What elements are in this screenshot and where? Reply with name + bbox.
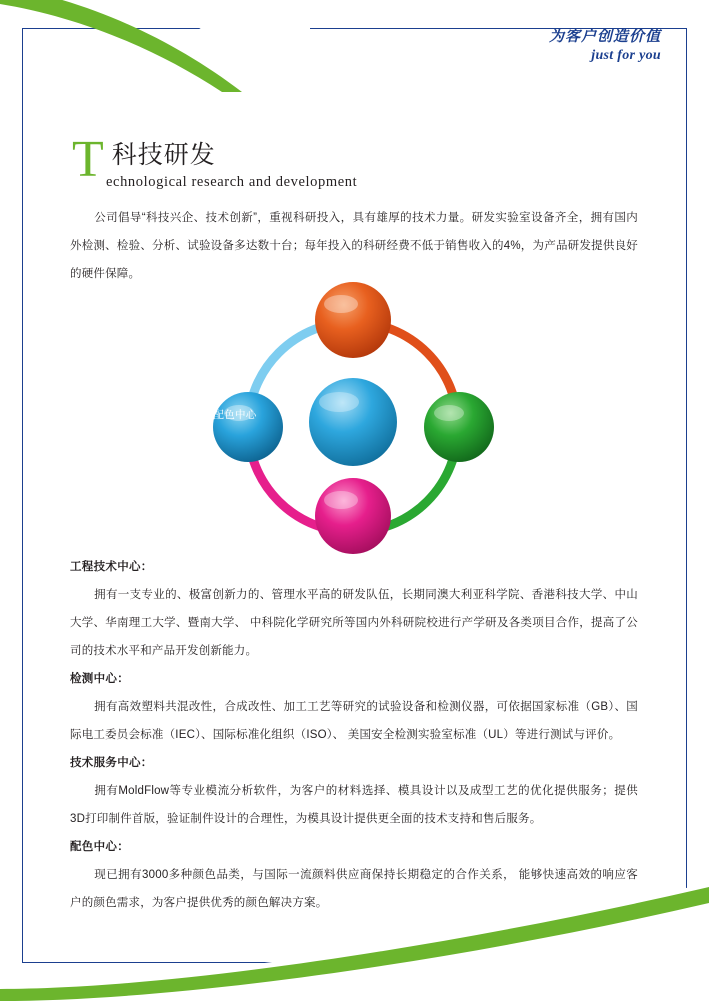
service-center-label-line2: 中心 bbox=[134, 510, 156, 522]
section bbox=[70, 665, 638, 749]
section-heading: 工程技术中心： bbox=[70, 561, 153, 573]
header-slogan-en: just for you bbox=[591, 47, 661, 63]
page-title: 科技研发 bbox=[111, 141, 216, 169]
diagram-node-engineering-center-label bbox=[16, 401, 106, 429]
section-heading: 检测中心： bbox=[70, 673, 129, 685]
section bbox=[70, 749, 638, 833]
service-center-label-line1: 技术服务 bbox=[123, 496, 167, 508]
header-slogan bbox=[549, 28, 661, 64]
diagram-center-node-label bbox=[94, 408, 196, 436]
center-label-line2: 技术中心 bbox=[123, 423, 167, 435]
content-sections bbox=[70, 553, 638, 917]
frame-border-right bbox=[686, 28, 687, 963]
decorative-green-sweep-top bbox=[0, 0, 310, 92]
frame-border-left bbox=[22, 28, 23, 963]
section-body bbox=[70, 693, 638, 749]
section-body-text: 拥有一支专业的、极富创新力的、管理水平高的研发队伍，长期同澳大利亚科学院、香港科技大学、中山大学、华南理工大学、暨南大学、 中科院化学研究所等国内外科研院校进行产学研及各类项目合作，提高了公司的技术水平和产品开发创新能力。 bbox=[70, 589, 638, 657]
section-body-text: 拥有MoldFlow等专业模流分析软件，为客户的材料选择、模具设计以及成型工艺的优化提供服务；提供3D打印制件首版，验证制件设计的合理性，为模具设计提供更全面的技术支持和售后服务。 bbox=[70, 785, 638, 825]
diagram-node-service-center-label bbox=[97, 495, 193, 523]
page-subtitle: echnological research and development bbox=[106, 174, 358, 190]
drop-cap-letter: T bbox=[72, 131, 104, 188]
section-body-text: 现已拥有3000多种颜色品类，与国际一流颜料供应商保持长期稳定的合作关系， 能够快速高效的响应客户的颜色需求，为客户提供优秀的颜色解决方案。 bbox=[70, 869, 638, 909]
section bbox=[70, 833, 638, 917]
section-body bbox=[70, 861, 638, 917]
section-heading: 配色中心： bbox=[70, 841, 129, 853]
section-body bbox=[70, 777, 638, 833]
section-heading: 技术服务中心： bbox=[70, 757, 153, 769]
header-slogan-cn: 为客户创造价值 bbox=[548, 29, 661, 45]
color-center-label-line1: 配色中心 bbox=[213, 409, 257, 421]
engineering-center-label-line1: 工程技术 bbox=[39, 402, 83, 414]
intro-paragraph bbox=[70, 204, 638, 288]
intro-text: 公司倡导“科技兴企、技术创新”，重视科研投入，具有雄厚的技术力量。研发实验室设备齐全，拥有国内外检测、检验、分析、试验设备多达数十台；每年投入的科研经费不低于销售收入的4%，为产品研发提供良好的硬件保障。 bbox=[70, 212, 638, 280]
diagram-node-detect-center-label bbox=[97, 307, 193, 321]
detect-center-label-line1: 检测中心 bbox=[123, 308, 167, 320]
section-body bbox=[70, 581, 638, 665]
page-title-block bbox=[72, 131, 632, 191]
section bbox=[70, 553, 638, 665]
engineering-center-label-line2: 中心 bbox=[50, 416, 72, 428]
section-body-text: 拥有高效塑料共混改性，合成改性、加工工艺等研究的试验设备和检测仪器，可依据国家标准（GB）、国际电工委员会标准（IEC）、国际标准化组织（ISO）、 美国安全检测实验室标准（UL）等进行测试与评价。 bbox=[70, 701, 638, 741]
cycle-diagram bbox=[208, 282, 498, 564]
center-label-line1: 广州科苑 bbox=[123, 409, 167, 421]
